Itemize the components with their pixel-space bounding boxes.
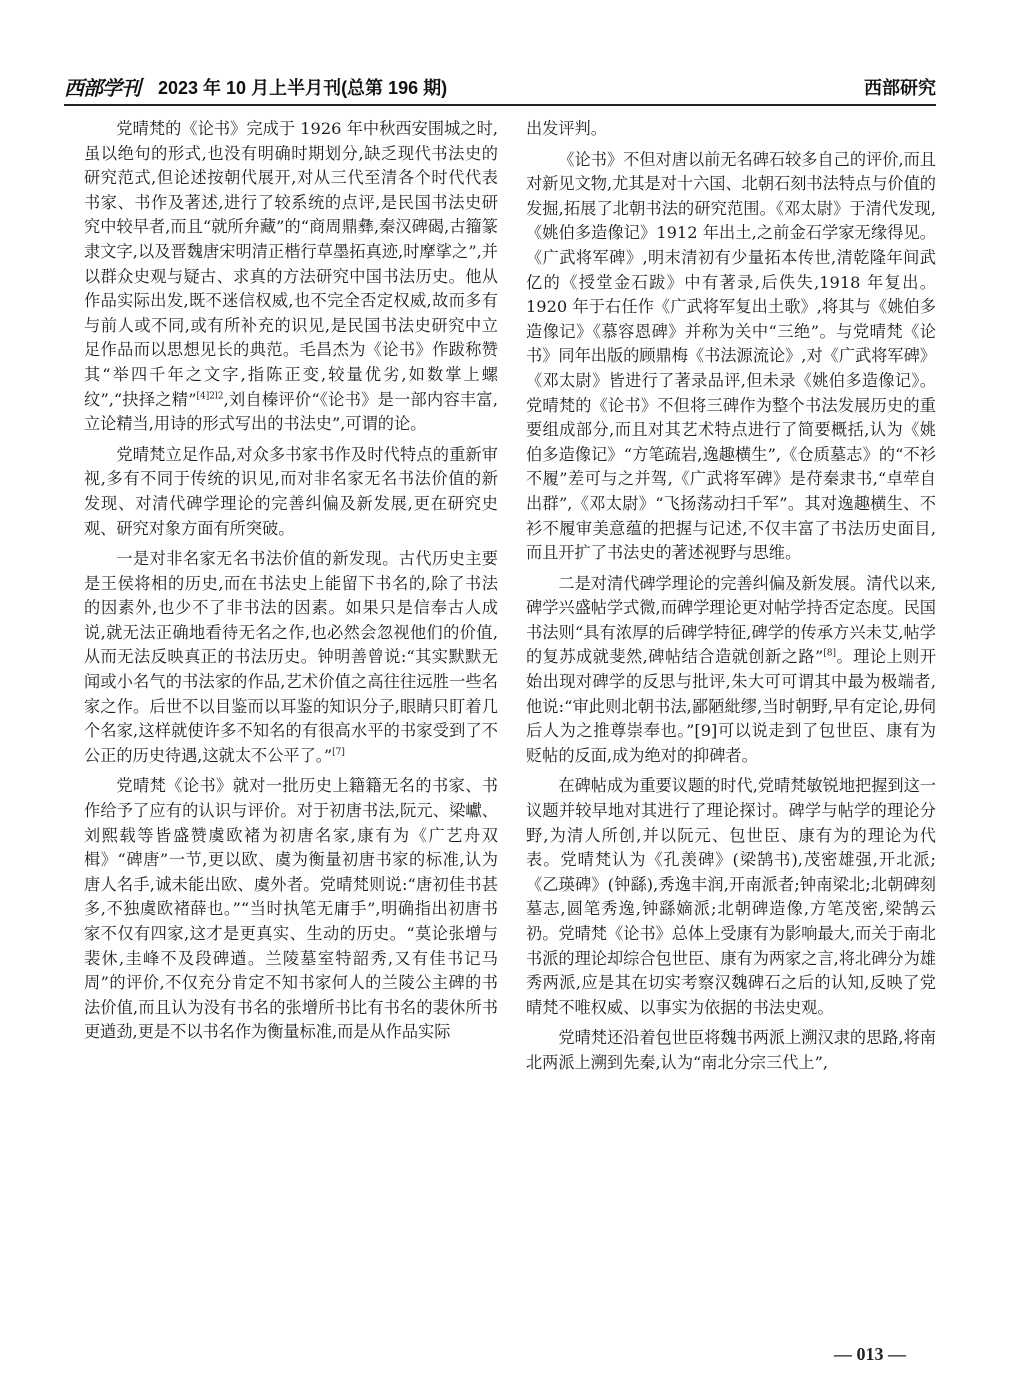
paragraph-text-continued: 。理论上则开始出现对碑学的反思与批评,朱大可可谓其中最为极端者,他说:“审此则北朝书法,鄙陋紕缪,当时朝野,早有定论,毋伺后人为之推尊崇奉也。”[9]可以说走到了包世臣、康有为贬帖的反面,成为绝对的抑碑者。: [526, 647, 937, 765]
paragraph: [84, 117, 498, 437]
paragraph-text: 党晴梵的《论书》完成于 1926 年中秋西安围城之时,虽以绝句的形式,也没有明确时期划分,缺乏现代书法史的研究范式,但论述按朝代展开,对从三代至清各个时代代表书家、书作及著述,进行了较系统的点评,是民国书法史研究中较早者,而且“就所弁藏”的“商周鼎彝,秦汉碑碣,古籀篆隶文字,以及晋魏唐宋明清正楷行草墨拓真迹,时摩挲之”,并以群众史观与疑古、求真的方法研究中国书法历史。他从作品实际出发,既不迷信权威,也不完全否定权威,故而多有与前人或不同,或有所补充的识见,是民国书法史研究中立足作品而以思想见长的典范。毛昌杰为《论书》作跋称赞其“举四千年之文字,指陈正变,较量优劣,如数掌上螺纹”,“抉择之精”: [84, 119, 498, 409]
paragraph-text: 出发评判。: [526, 119, 607, 138]
paragraph-text-continued: ,刘自榛评价“《论书》是一部内容丰富,立论精当,用诗的形式写出的书法史”,可谓的论。: [84, 389, 498, 434]
paragraph-text: 二是对清代碑学理论的完善纠偏及新发展。清代以来,碑学兴盛帖学式微,而碑学理论更对帖学持否定态度。民国书法则“具有浓厚的后碑学特征,碑学的传承方兴未艾,帖学的复苏成就斐然,碑帖结合造就创新之路”: [526, 573, 936, 667]
journal-logo: 西部学刊: [64, 76, 140, 100]
paragraph-text: 党晴梵还沿着包世臣将魏书两派上溯汉隶的思路,将南北两派上溯到先秦,认为“南北分宗三代上”,: [526, 1028, 936, 1072]
paragraph-text: 党晴梵《论书》就对一批历史上籍籍无名的书家、书作给予了应有的认识与评价。对于初唐书法,阮元、梁巘、刘熙载等皆盛赞虞欧褚为初唐名家,康有为《广艺舟双楫》“碑唐”一节,更以欧、虞为衡量初唐书家的标准,认为唐人名手,诚未能出欧、虞外者。党晴梵则说:“唐初佳书甚多,不独虞欧褚薛也。”“当时执笔无庸手”,明确指出初唐书家不仅有四家,这才是更真实、生动的历史。“莫论张增与裴休,圭峰不及段碑遒。兰陵墓室特韶秀,又有佳书记马周”的评价,不仅充分肯定不知书家何人的兰陵公主碑的书法价值,而且认为没有书名的张增所书比有书名的裴休所书更遒劲,更是不以书名作为衡量标准,而是从作品实际: [84, 776, 498, 1042]
right-column: [526, 117, 936, 1076]
paragraph-text: 一是对非名家无名书法价值的新发现。古代历史主要是王侯将相的历史,而在书法史上能留下书名的,除了书法的因素外,也少不了非书法的因素。如果只是信奉古人成说,就无法正确地看待无名之作,也必然会忽视他们的价值,从而无法反映真正的书法历史。钟明善曾说:“其实默默无闻或小名气的书法家的作品,艺术价值之高往往远胜一些名家之作。后世不以目鉴而以耳鉴的知识分子,眼睛只盯着几个名家,这样就使许多不知名的有很高水平的书家受到了不公正的历史待遇,这就太不公平了。”: [84, 549, 498, 765]
paragraph-text: 党晴梵立足作品,对众多书家书作及时代特点的重新审视,多有不同于传统的识见,而对非名家无名书法价值的新发现、对清代碑学理论的完善纠偏及新发展,更在研究史观、研究对象方面有所突破。: [84, 444, 498, 538]
paragraph: [526, 572, 936, 769]
citation-marker: [7]: [332, 747, 345, 758]
left-column: [84, 117, 498, 1045]
journal-issue-info: 2023 年 10 月上半月刊(总第 196 期): [158, 78, 448, 98]
paragraph: [526, 774, 936, 1020]
paragraph: [526, 117, 936, 142]
paragraph: [526, 1026, 936, 1075]
paragraph: [84, 774, 498, 1045]
citation-marker: [4]2l2: [196, 391, 224, 402]
header-rule: [64, 104, 936, 106]
paragraph-text: 《论书》不但对唐以前无名碑石较多自己的评价,而且对新见文物,尤其是对十六国、北朝石刻书法特点与价值的发掘,拓展了北朝书法的研究范围。《邓太尉》于清代发现,《姚伯多造像记》1912 年出土,之前金石学家无缘得见。《广武将军碑》,明末清初有少量拓本传世,清乾隆年间武亿的《授堂金石跋》中有著录,后佚失,1918 年复出。1920 年于右任作《广武将军复出土歌》,将其与《姚伯多造像记》《慕容恩碑》并称为关中“三绝”。与党晴梵《论书》同年出版的顾鼎梅《书法源流论》,对《广武将军碑》《邓太尉》皆进行了著录品评,但未录《姚伯多造像记》。党晴梵的《论书》不但将三碑作为整个书法发展历史的重要组成部分,而且对其艺术特点进行了简要概括,认为《姚伯多造像记》“方笔疏岩,逸趣横生”,《仓质墓志》的“不衫不履”差可与之并驾,《广武将军碑》是苻秦隶书,“卓荦自出群”,《邓太尉》“飞扬荡动扫千军”。其对逸趣横生、不衫不履审美意蕴的把握与记述,不仅丰富了书法历史面目,而且开扩了书法史的著述视野与思维。: [526, 149, 936, 563]
page-header: [64, 72, 936, 100]
page-number: — 013 —: [834, 1344, 906, 1364]
paragraph: [84, 547, 498, 768]
paragraph-text: 在碑帖成为重要议题的时代,党晴梵敏锐地把握到这一议题并较早地对其进行了理论探讨。碑学与帖学的理论分野,为清人所创,并以阮元、包世臣、康有为的理论为代表。党晴梵认为《孔羡碑》(梁鹄书),茂密雄强,开北派;《乙瑛碑》(钟繇),秀逸丰润,开南派者;钟南梁北;北朝碑刻墓志,圆笔秀逸,钟繇嫡派;北朝碑造像,方笔茂密,梁鹄云礽。党晴梵《论书》总体上受康有为影响最大,而关于南北书派的理论却综合包世臣、康有为两家之言,将北碑分为雄秀两派,应是其在切实考察汉魏碑石之后的认知,反映了党晴梵不唯权威、以事实为依据的书法史观。: [526, 776, 936, 1017]
paragraph: [84, 443, 498, 541]
paragraph: [526, 148, 936, 566]
citation-marker: [8]: [823, 649, 836, 660]
section-title: 西部研究: [864, 78, 936, 98]
